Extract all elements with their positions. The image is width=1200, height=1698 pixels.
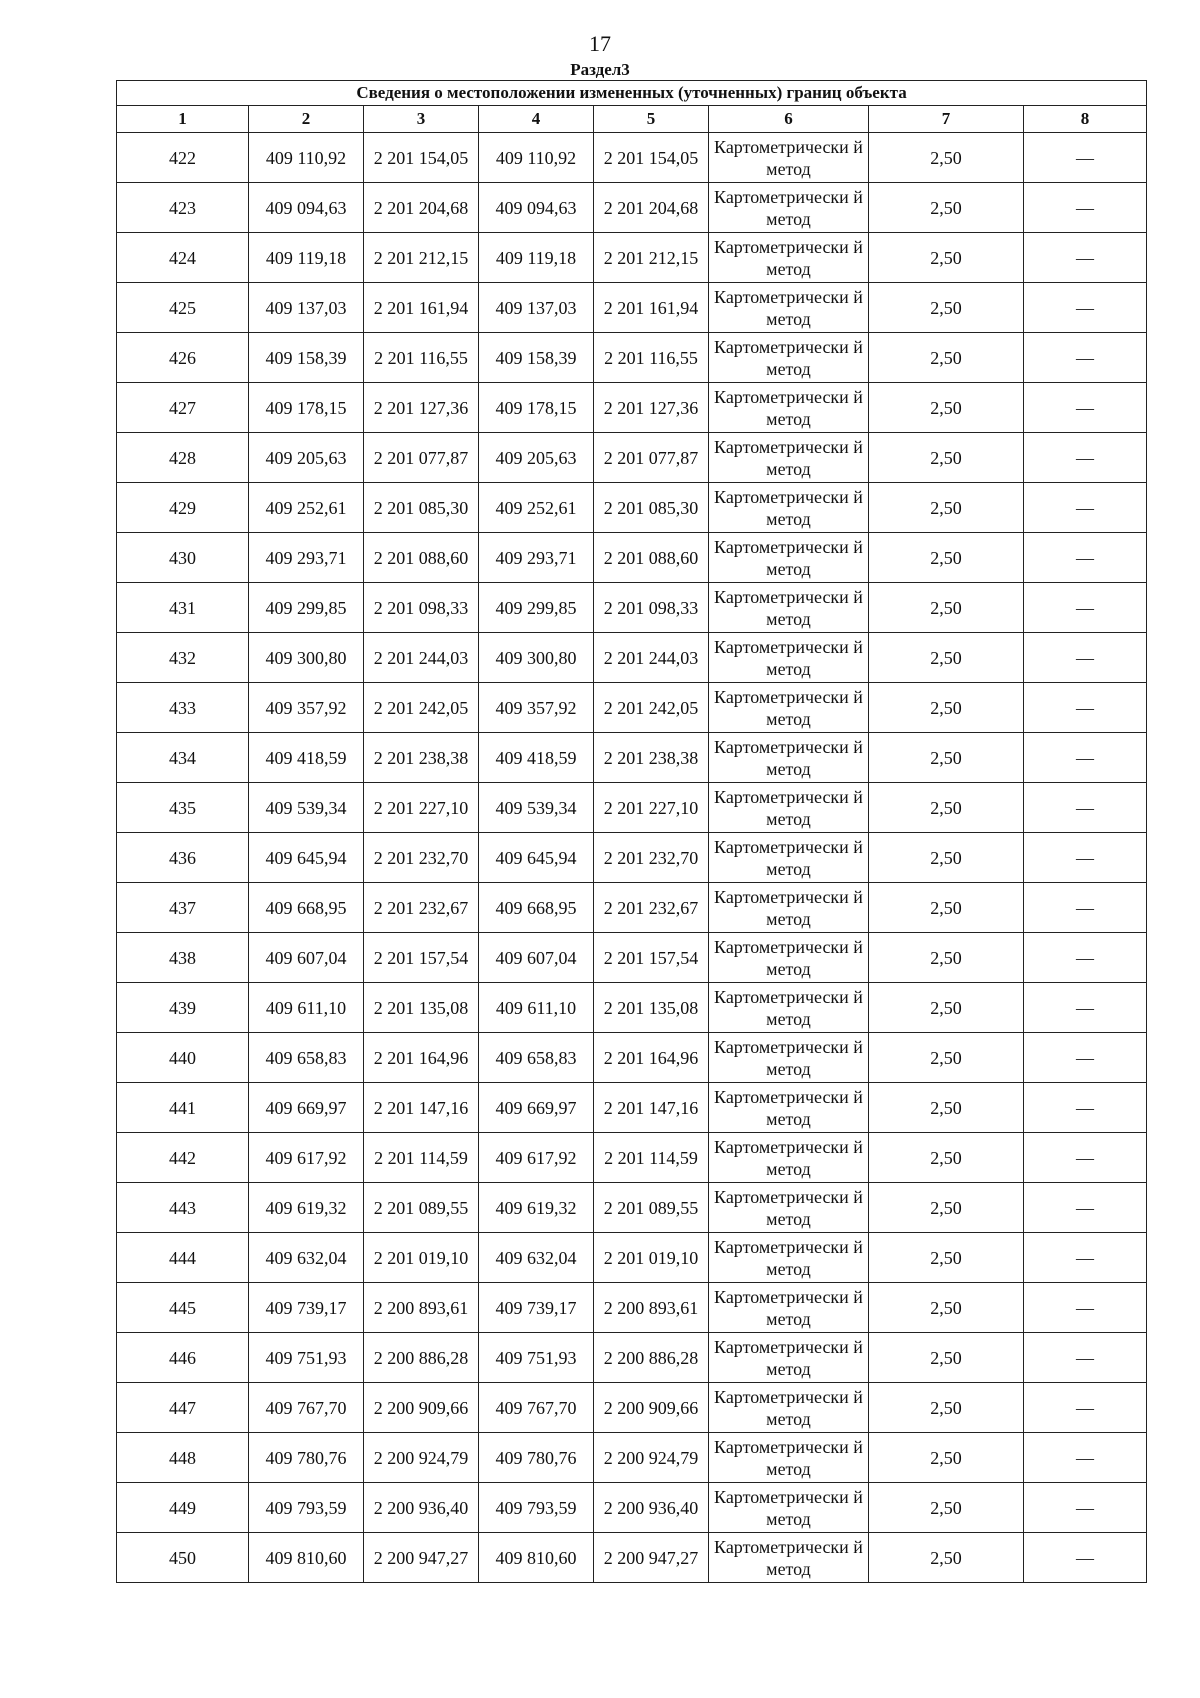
table-cell-col-1: 443 <box>117 1183 249 1233</box>
table-cell-col-6: Картометрически й метод <box>709 983 869 1033</box>
table-cell-col-5: 2 201 114,59 <box>594 1133 709 1183</box>
table-cell-col-6: Картометрически й метод <box>709 1233 869 1283</box>
table-cell-col-8: — <box>1024 1433 1147 1483</box>
table-cell-col-7: 2,50 <box>869 1333 1024 1383</box>
table-cell-col-2: 409 178,15 <box>249 383 364 433</box>
table-cell-col-8: — <box>1024 1333 1147 1383</box>
table-cell-col-6: Картометрически й метод <box>709 1183 869 1233</box>
table-cell-col-7: 2,50 <box>869 433 1024 483</box>
table-cell-col-7: 2,50 <box>869 1033 1024 1083</box>
table-cell-col-2: 409 293,71 <box>249 533 364 583</box>
table-cell-col-1: 429 <box>117 483 249 533</box>
table-cell-col-5: 2 201 227,10 <box>594 783 709 833</box>
table-cell-col-7: 2,50 <box>869 383 1024 433</box>
table-cell-col-4: 409 110,92 <box>479 133 594 183</box>
table-cell-col-5: 2 200 936,40 <box>594 1483 709 1533</box>
table-cell-col-8: — <box>1024 1483 1147 1533</box>
table-cell-col-3: 2 201 098,33 <box>364 583 479 633</box>
table-row <box>117 783 1147 833</box>
table-cell-col-6: Картометрически й метод <box>709 1033 869 1083</box>
table-row <box>117 1033 1147 1083</box>
table-cell-col-2: 409 645,94 <box>249 833 364 883</box>
table-cell-col-8: — <box>1024 633 1147 683</box>
table-cell-col-4: 409 252,61 <box>479 483 594 533</box>
table-cell-col-4: 409 658,83 <box>479 1033 594 1083</box>
table-cell-col-6: Картометрически й метод <box>709 1083 869 1133</box>
table-row <box>117 183 1147 233</box>
table-cell-col-2: 409 418,59 <box>249 733 364 783</box>
table-row <box>117 1533 1147 1583</box>
table-cell-col-1: 433 <box>117 683 249 733</box>
table-row <box>117 483 1147 533</box>
table-cell-col-8: — <box>1024 183 1147 233</box>
table-cell-col-4: 409 094,63 <box>479 183 594 233</box>
table-row <box>117 233 1147 283</box>
table-cell-col-1: 423 <box>117 183 249 233</box>
table-cell-col-6: Картометрически й метод <box>709 433 869 483</box>
table-cell-col-4: 409 158,39 <box>479 333 594 383</box>
table-cell-col-5: 2 200 909,66 <box>594 1383 709 1433</box>
table-cell-col-7: 2,50 <box>869 533 1024 583</box>
table-cell-col-5: 2 200 947,27 <box>594 1533 709 1583</box>
table-cell-col-7: 2,50 <box>869 683 1024 733</box>
table-cell-col-4: 409 780,76 <box>479 1433 594 1483</box>
table-cell-col-7: 2,50 <box>869 933 1024 983</box>
table-cell-col-6: Картометрически й метод <box>709 633 869 683</box>
table-cell-col-4: 409 357,92 <box>479 683 594 733</box>
table-cell-col-1: 435 <box>117 783 249 833</box>
table-cell-col-4: 409 178,15 <box>479 383 594 433</box>
table-cell-col-1: 430 <box>117 533 249 583</box>
table-cell-col-8: — <box>1024 883 1147 933</box>
table-cell-col-3: 2 201 157,54 <box>364 933 479 983</box>
table-cell-col-8: — <box>1024 433 1147 483</box>
table-cell-col-1: 437 <box>117 883 249 933</box>
table-cell-col-5: 2 201 244,03 <box>594 633 709 683</box>
table-cell-col-8: — <box>1024 1183 1147 1233</box>
table-row <box>117 333 1147 383</box>
table-cell-col-1: 432 <box>117 633 249 683</box>
table-cell-col-8: — <box>1024 483 1147 533</box>
table-cell-col-7: 2,50 <box>869 1283 1024 1333</box>
table-row <box>117 1083 1147 1133</box>
table-cell-col-7: 2,50 <box>869 233 1024 283</box>
table-cell-col-4: 409 617,92 <box>479 1133 594 1183</box>
table-cell-col-8: — <box>1024 1383 1147 1433</box>
table-cell-col-3: 2 201 154,05 <box>364 133 479 183</box>
table-cell-col-1: 424 <box>117 233 249 283</box>
table-cell-col-3: 2 201 212,15 <box>364 233 479 283</box>
table-cell-col-5: 2 201 157,54 <box>594 933 709 983</box>
table-cell-col-3: 2 200 909,66 <box>364 1383 479 1433</box>
table-row <box>117 933 1147 983</box>
page-number: 17 <box>589 31 611 56</box>
table-cell-col-6: Картометрически й метод <box>709 733 869 783</box>
table-cell-col-6: Картометрически й метод <box>709 383 869 433</box>
table-cell-col-8: — <box>1024 333 1147 383</box>
table-cell-col-5: 2 201 135,08 <box>594 983 709 1033</box>
table-cell-col-6: Картометрически й метод <box>709 133 869 183</box>
table-cell-col-6: Картометрически й метод <box>709 533 869 583</box>
table-row <box>117 883 1147 933</box>
table-cell-col-4: 409 299,85 <box>479 583 594 633</box>
table-cell-col-8: — <box>1024 383 1147 433</box>
column-number-1: 1 <box>117 106 249 133</box>
table-cell-col-6: Картометрически й метод <box>709 1483 869 1533</box>
table-cell-col-7: 2,50 <box>869 633 1024 683</box>
table-cell-col-6: Картометрически й метод <box>709 1383 869 1433</box>
table-cell-col-3: 2 201 242,05 <box>364 683 479 733</box>
table-body <box>117 133 1147 1583</box>
table-cell-col-2: 409 632,04 <box>249 1233 364 1283</box>
table-cell-col-1: 428 <box>117 433 249 483</box>
table-row <box>117 1233 1147 1283</box>
table-cell-col-5: 2 201 088,60 <box>594 533 709 583</box>
table-cell-col-6: Картометрически й метод <box>709 1533 869 1583</box>
table-cell-col-1: 445 <box>117 1283 249 1333</box>
table-cell-col-5: 2 201 238,38 <box>594 733 709 783</box>
table-cell-col-8: — <box>1024 1033 1147 1083</box>
table-cell-col-4: 409 611,10 <box>479 983 594 1033</box>
table-cell-col-2: 409 668,95 <box>249 883 364 933</box>
table-cell-col-2: 409 539,34 <box>249 783 364 833</box>
table-cell-col-6: Картометрически й метод <box>709 1433 869 1483</box>
table-cell-col-5: 2 201 154,05 <box>594 133 709 183</box>
table-cell-col-8: — <box>1024 683 1147 733</box>
table-row <box>117 1183 1147 1233</box>
table-cell-col-3: 2 200 886,28 <box>364 1333 479 1383</box>
table-cell-col-4: 409 669,97 <box>479 1083 594 1133</box>
table-cell-col-2: 409 300,80 <box>249 633 364 683</box>
table-cell-col-8: — <box>1024 1083 1147 1133</box>
table-cell-col-5: 2 201 212,15 <box>594 233 709 283</box>
table-cell-col-5: 2 201 164,96 <box>594 1033 709 1083</box>
table-cell-col-3: 2 201 085,30 <box>364 483 479 533</box>
table-cell-col-4: 409 810,60 <box>479 1533 594 1583</box>
boundary-coordinates-table <box>116 80 1147 1583</box>
table-cell-col-5: 2 201 204,68 <box>594 183 709 233</box>
table-cell-col-8: — <box>1024 933 1147 983</box>
table-cell-col-3: 2 201 204,68 <box>364 183 479 233</box>
table-cell-col-1: 438 <box>117 933 249 983</box>
table-cell-col-4: 409 137,03 <box>479 283 594 333</box>
table-cell-col-6: Картометрически й метод <box>709 233 869 283</box>
table-cell-col-2: 409 252,61 <box>249 483 364 533</box>
table-cell-col-6: Картометрически й метод <box>709 583 869 633</box>
table-cell-col-4: 409 632,04 <box>479 1233 594 1283</box>
table-cell-col-7: 2,50 <box>869 883 1024 933</box>
table-cell-col-7: 2,50 <box>869 1383 1024 1433</box>
table-row <box>117 733 1147 783</box>
table-cell-col-2: 409 119,18 <box>249 233 364 283</box>
table-row <box>117 1133 1147 1183</box>
table-cell-col-1: 436 <box>117 833 249 883</box>
table-cell-col-6: Картометрически й метод <box>709 1333 869 1383</box>
table-row <box>117 583 1147 633</box>
table-cell-col-1: 431 <box>117 583 249 633</box>
table-cell-col-5: 2 201 147,16 <box>594 1083 709 1133</box>
table-cell-col-7: 2,50 <box>869 1483 1024 1533</box>
table-cell-col-7: 2,50 <box>869 733 1024 783</box>
table-cell-col-2: 409 619,32 <box>249 1183 364 1233</box>
table-cell-col-3: 2 201 088,60 <box>364 533 479 583</box>
table-row <box>117 1383 1147 1433</box>
table-cell-col-3: 2 201 232,70 <box>364 833 479 883</box>
table-cell-col-2: 409 793,59 <box>249 1483 364 1533</box>
table-cell-col-5: 2 201 019,10 <box>594 1233 709 1283</box>
table-cell-col-5: 2 200 893,61 <box>594 1283 709 1333</box>
table-row <box>117 383 1147 433</box>
table-cell-col-7: 2,50 <box>869 1433 1024 1483</box>
table-cell-col-6: Картометрически й метод <box>709 883 869 933</box>
table-cell-col-5: 2 200 886,28 <box>594 1333 709 1383</box>
table-cell-col-4: 409 751,93 <box>479 1333 594 1383</box>
table-cell-col-1: 434 <box>117 733 249 783</box>
table-cell-col-5: 2 200 924,79 <box>594 1433 709 1483</box>
table-cell-col-1: 447 <box>117 1383 249 1433</box>
table-cell-col-3: 2 201 147,16 <box>364 1083 479 1133</box>
table-cell-col-7: 2,50 <box>869 283 1024 333</box>
table-cell-col-7: 2,50 <box>869 1533 1024 1583</box>
table-title: Сведения о местоположении измененных (уточненных) границ объекта <box>117 81 1147 106</box>
table-cell-col-4: 409 793,59 <box>479 1483 594 1533</box>
table-cell-col-8: — <box>1024 1283 1147 1333</box>
table-cell-col-6: Картометрически й метод <box>709 333 869 383</box>
table-row <box>117 133 1147 183</box>
table-cell-col-1: 444 <box>117 1233 249 1283</box>
table-cell-col-2: 409 110,92 <box>249 133 364 183</box>
table-cell-col-3: 2 201 089,55 <box>364 1183 479 1233</box>
table-cell-col-2: 409 094,63 <box>249 183 364 233</box>
table-cell-col-2: 409 810,60 <box>249 1533 364 1583</box>
table-cell-col-1: 442 <box>117 1133 249 1183</box>
column-number-3: 3 <box>364 106 479 133</box>
table-cell-col-1: 440 <box>117 1033 249 1083</box>
table-cell-col-7: 2,50 <box>869 133 1024 183</box>
table-cell-col-1: 448 <box>117 1433 249 1483</box>
table-cell-col-8: — <box>1024 1133 1147 1183</box>
table-cell-col-8: — <box>1024 233 1147 283</box>
table-cell-col-1: 446 <box>117 1333 249 1383</box>
table-cell-col-1: 449 <box>117 1483 249 1533</box>
table-cell-col-4: 409 539,34 <box>479 783 594 833</box>
table-cell-col-8: — <box>1024 983 1147 1033</box>
table-cell-col-2: 409 137,03 <box>249 283 364 333</box>
table-cell-col-7: 2,50 <box>869 783 1024 833</box>
table-cell-col-2: 409 739,17 <box>249 1283 364 1333</box>
table-cell-col-1: 426 <box>117 333 249 383</box>
table-cell-col-3: 2 201 164,96 <box>364 1033 479 1083</box>
table-cell-col-2: 409 299,85 <box>249 583 364 633</box>
column-number-row <box>117 106 1147 133</box>
table-cell-col-1: 422 <box>117 133 249 183</box>
table-cell-col-6: Картометрически й метод <box>709 833 869 883</box>
table-cell-col-3: 2 201 114,59 <box>364 1133 479 1183</box>
column-number-7: 7 <box>869 106 1024 133</box>
table-cell-col-2: 409 357,92 <box>249 683 364 733</box>
table-cell-col-7: 2,50 <box>869 583 1024 633</box>
table-cell-col-3: 2 201 116,55 <box>364 333 479 383</box>
table-cell-col-7: 2,50 <box>869 983 1024 1033</box>
table-cell-col-5: 2 201 161,94 <box>594 283 709 333</box>
table-cell-col-3: 2 200 947,27 <box>364 1533 479 1583</box>
table-cell-col-4: 409 619,32 <box>479 1183 594 1233</box>
table-cell-col-7: 2,50 <box>869 1183 1024 1233</box>
table-cell-col-1: 427 <box>117 383 249 433</box>
table-cell-col-8: — <box>1024 583 1147 633</box>
table-row <box>117 1283 1147 1333</box>
table-cell-col-3: 2 201 135,08 <box>364 983 479 1033</box>
table-row <box>117 683 1147 733</box>
table-cell-col-4: 409 119,18 <box>479 233 594 283</box>
table-cell-col-3: 2 200 936,40 <box>364 1483 479 1533</box>
table-cell-col-5: 2 201 232,70 <box>594 833 709 883</box>
table-cell-col-6: Картометрически й метод <box>709 1133 869 1183</box>
table-cell-col-5: 2 201 085,30 <box>594 483 709 533</box>
table-cell-col-2: 409 767,70 <box>249 1383 364 1433</box>
table-cell-col-4: 409 293,71 <box>479 533 594 583</box>
table-cell-col-2: 409 158,39 <box>249 333 364 383</box>
table-cell-col-2: 409 658,83 <box>249 1033 364 1083</box>
table-cell-col-8: — <box>1024 1233 1147 1283</box>
table-cell-col-5: 2 201 127,36 <box>594 383 709 433</box>
table-row <box>117 983 1147 1033</box>
table-cell-col-7: 2,50 <box>869 1133 1024 1183</box>
table-cell-col-8: — <box>1024 783 1147 833</box>
table-cell-col-3: 2 200 893,61 <box>364 1283 479 1333</box>
table-cell-col-5: 2 201 242,05 <box>594 683 709 733</box>
table-cell-col-6: Картометрически й метод <box>709 283 869 333</box>
table-cell-col-7: 2,50 <box>869 333 1024 383</box>
table-cell-col-4: 409 607,04 <box>479 933 594 983</box>
table-cell-col-3: 2 201 077,87 <box>364 433 479 483</box>
table-cell-col-3: 2 201 227,10 <box>364 783 479 833</box>
table-row <box>117 833 1147 883</box>
table-row <box>117 433 1147 483</box>
table-cell-col-3: 2 201 238,38 <box>364 733 479 783</box>
table-cell-col-1: 450 <box>117 1533 249 1583</box>
section-label: Раздел3 <box>570 60 630 79</box>
table-row <box>117 1333 1147 1383</box>
table-cell-col-4: 409 739,17 <box>479 1283 594 1333</box>
table-cell-col-8: — <box>1024 733 1147 783</box>
table-row <box>117 533 1147 583</box>
table-cell-col-6: Картометрически й метод <box>709 783 869 833</box>
table-cell-col-7: 2,50 <box>869 1083 1024 1133</box>
table-cell-col-6: Картометрически й метод <box>709 483 869 533</box>
table-cell-col-5: 2 201 098,33 <box>594 583 709 633</box>
table-cell-col-7: 2,50 <box>869 833 1024 883</box>
table-cell-col-5: 2 201 116,55 <box>594 333 709 383</box>
table-cell-col-1: 439 <box>117 983 249 1033</box>
table-cell-col-6: Картометрически й метод <box>709 683 869 733</box>
table-cell-col-2: 409 205,63 <box>249 433 364 483</box>
table-cell-col-2: 409 611,10 <box>249 983 364 1033</box>
table-cell-col-4: 409 767,70 <box>479 1383 594 1433</box>
table-cell-col-5: 2 201 232,67 <box>594 883 709 933</box>
table-cell-col-4: 409 300,80 <box>479 633 594 683</box>
table-cell-col-4: 409 668,95 <box>479 883 594 933</box>
table-cell-col-7: 2,50 <box>869 1233 1024 1283</box>
table-cell-col-5: 2 201 089,55 <box>594 1183 709 1233</box>
column-number-8: 8 <box>1024 106 1147 133</box>
table-row <box>117 283 1147 333</box>
table-cell-col-4: 409 645,94 <box>479 833 594 883</box>
table-cell-col-2: 409 751,93 <box>249 1333 364 1383</box>
table-cell-col-6: Картометрически й метод <box>709 933 869 983</box>
table-cell-col-3: 2 201 232,67 <box>364 883 479 933</box>
table-cell-col-3: 2 201 127,36 <box>364 383 479 433</box>
table-cell-col-7: 2,50 <box>869 183 1024 233</box>
table-row <box>117 633 1147 683</box>
table-cell-col-8: — <box>1024 833 1147 883</box>
table-cell-col-2: 409 617,92 <box>249 1133 364 1183</box>
table-cell-col-6: Картометрически й метод <box>709 1283 869 1333</box>
column-number-5: 5 <box>594 106 709 133</box>
table-cell-col-8: — <box>1024 283 1147 333</box>
table-cell-col-2: 409 780,76 <box>249 1433 364 1483</box>
table-cell-col-4: 409 418,59 <box>479 733 594 783</box>
table-cell-col-3: 2 200 924,79 <box>364 1433 479 1483</box>
table-cell-col-3: 2 201 161,94 <box>364 283 479 333</box>
table-row <box>117 1433 1147 1483</box>
column-number-4: 4 <box>479 106 594 133</box>
table-row <box>117 1483 1147 1533</box>
table-cell-col-8: — <box>1024 1533 1147 1583</box>
table-cell-col-2: 409 607,04 <box>249 933 364 983</box>
table-cell-col-3: 2 201 019,10 <box>364 1233 479 1283</box>
table-cell-col-7: 2,50 <box>869 483 1024 533</box>
table-cell-col-1: 425 <box>117 283 249 333</box>
table-cell-col-1: 441 <box>117 1083 249 1133</box>
table-cell-col-4: 409 205,63 <box>479 433 594 483</box>
table-cell-col-2: 409 669,97 <box>249 1083 364 1133</box>
table-cell-col-5: 2 201 077,87 <box>594 433 709 483</box>
table-cell-col-3: 2 201 244,03 <box>364 633 479 683</box>
table-title-row <box>117 81 1147 106</box>
table-cell-col-8: — <box>1024 533 1147 583</box>
table-cell-col-6: Картометрически й метод <box>709 183 869 233</box>
column-number-6: 6 <box>709 106 869 133</box>
table-cell-col-8: — <box>1024 133 1147 183</box>
column-number-2: 2 <box>249 106 364 133</box>
